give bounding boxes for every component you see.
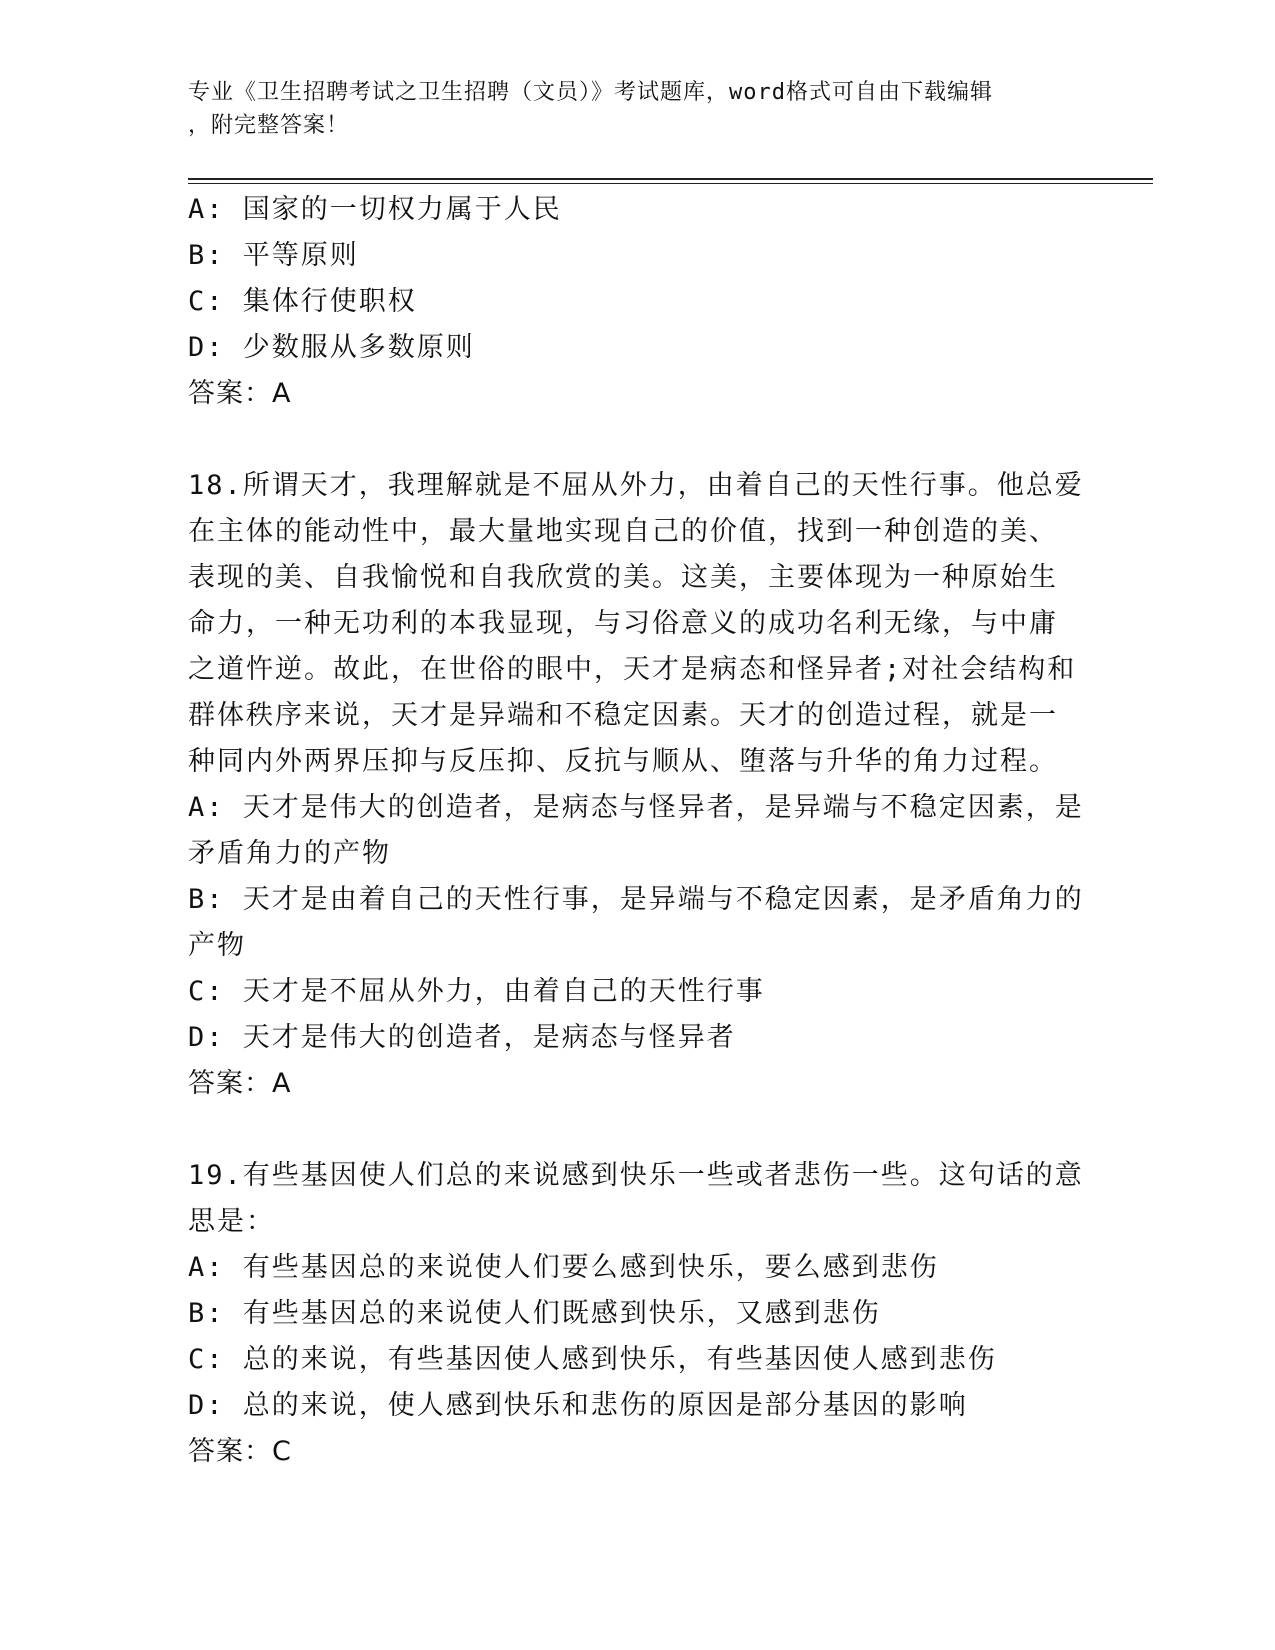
q18-option-a: A: 天才是伟大的创造者，是病态与怪异者，是异端与不稳定因素，是 xyxy=(188,792,1084,823)
q18-stem-line: 表现的美、自我愉悦和自我欣赏的美。这美，主要体现为一种原始生 xyxy=(188,562,1058,593)
q19-option-b: B: 有些基因总的来说使人们既感到快乐，又感到悲伤 xyxy=(188,1298,881,1329)
header-divider-thin xyxy=(188,183,1153,184)
question-17 xyxy=(188,187,1088,417)
spacer xyxy=(188,417,1088,463)
q17-option-c: C: 集体行使职权 xyxy=(188,286,417,317)
question-19 xyxy=(188,1153,1088,1475)
q17-option-d: D: 少数服从多数原则 xyxy=(188,332,475,363)
q17-option-a: A: 国家的一切权力属于人民 xyxy=(188,194,562,225)
q18-stem-line: 命力，一种无功利的本我显现，与习俗意义的成功名利无缘，与中庸 xyxy=(188,608,1058,639)
q18-stem-line: 之道忤逆。故此，在世俗的眼中，天才是病态和怪异者;对社会结构和 xyxy=(188,654,1077,685)
q18-option-c: C: 天才是不屈从外力，由着自己的天性行事 xyxy=(188,976,765,1007)
q18-option-d: D: 天才是伟大的创造者，是病态与怪异者 xyxy=(188,1022,736,1053)
q18-option-b: B: 天才是由着自己的天性行事，是异端与不稳定因素，是矛盾角力的 xyxy=(188,884,1084,915)
q19-option-a: A: 有些基因总的来说使人们要么感到快乐，要么感到悲伤 xyxy=(188,1252,939,1283)
question-18 xyxy=(188,463,1088,1107)
q18-stem-line: 18.所谓天才，我理解就是不屈从外力，由着自己的天性行事。他总爱 xyxy=(188,470,1084,501)
header-line-1: 专业《卫生招聘考试之卫生招聘（文员）》考试题库，word格式可自由下载编辑 xyxy=(188,80,993,105)
header-divider-thick xyxy=(188,178,1153,180)
q17-option-b: B: 平等原则 xyxy=(188,240,359,271)
document-header xyxy=(188,76,1068,142)
q19-option-d: D: 总的来说，使人感到快乐和悲伤的原因是部分基因的影响 xyxy=(188,1390,968,1421)
q18-stem-line: 群体秩序来说，天才是异端和不稳定因素。天才的创造过程，就是一 xyxy=(188,700,1058,731)
question-content xyxy=(188,187,1088,1475)
q18-stem-line: 在主体的能动性中，最大量地实现自己的价值，找到一种创造的美、 xyxy=(188,516,1058,547)
spacer xyxy=(188,1107,1088,1153)
q17-answer: 答案：A xyxy=(188,378,292,409)
q19-stem-line: 思是： xyxy=(188,1206,275,1237)
q19-option-c: C: 总的来说，有些基因使人感到快乐，有些基因使人感到悲伤 xyxy=(188,1344,997,1375)
q19-answer: 答案：C xyxy=(188,1436,292,1467)
q18-option-b-cont: 产物 xyxy=(188,930,246,961)
q18-option-a-cont: 矛盾角力的产物 xyxy=(188,838,391,869)
q19-stem-line: 19.有些基因使人们总的来说感到快乐一些或者悲伤一些。这句话的意 xyxy=(188,1160,1084,1191)
q18-answer: 答案：A xyxy=(188,1068,292,1099)
header-line-2: ，附完整答案！ xyxy=(188,113,350,138)
q18-stem-line: 种同内外两界压抑与反压抑、反抗与顺从、堕落与升华的角力过程。 xyxy=(188,746,1058,777)
